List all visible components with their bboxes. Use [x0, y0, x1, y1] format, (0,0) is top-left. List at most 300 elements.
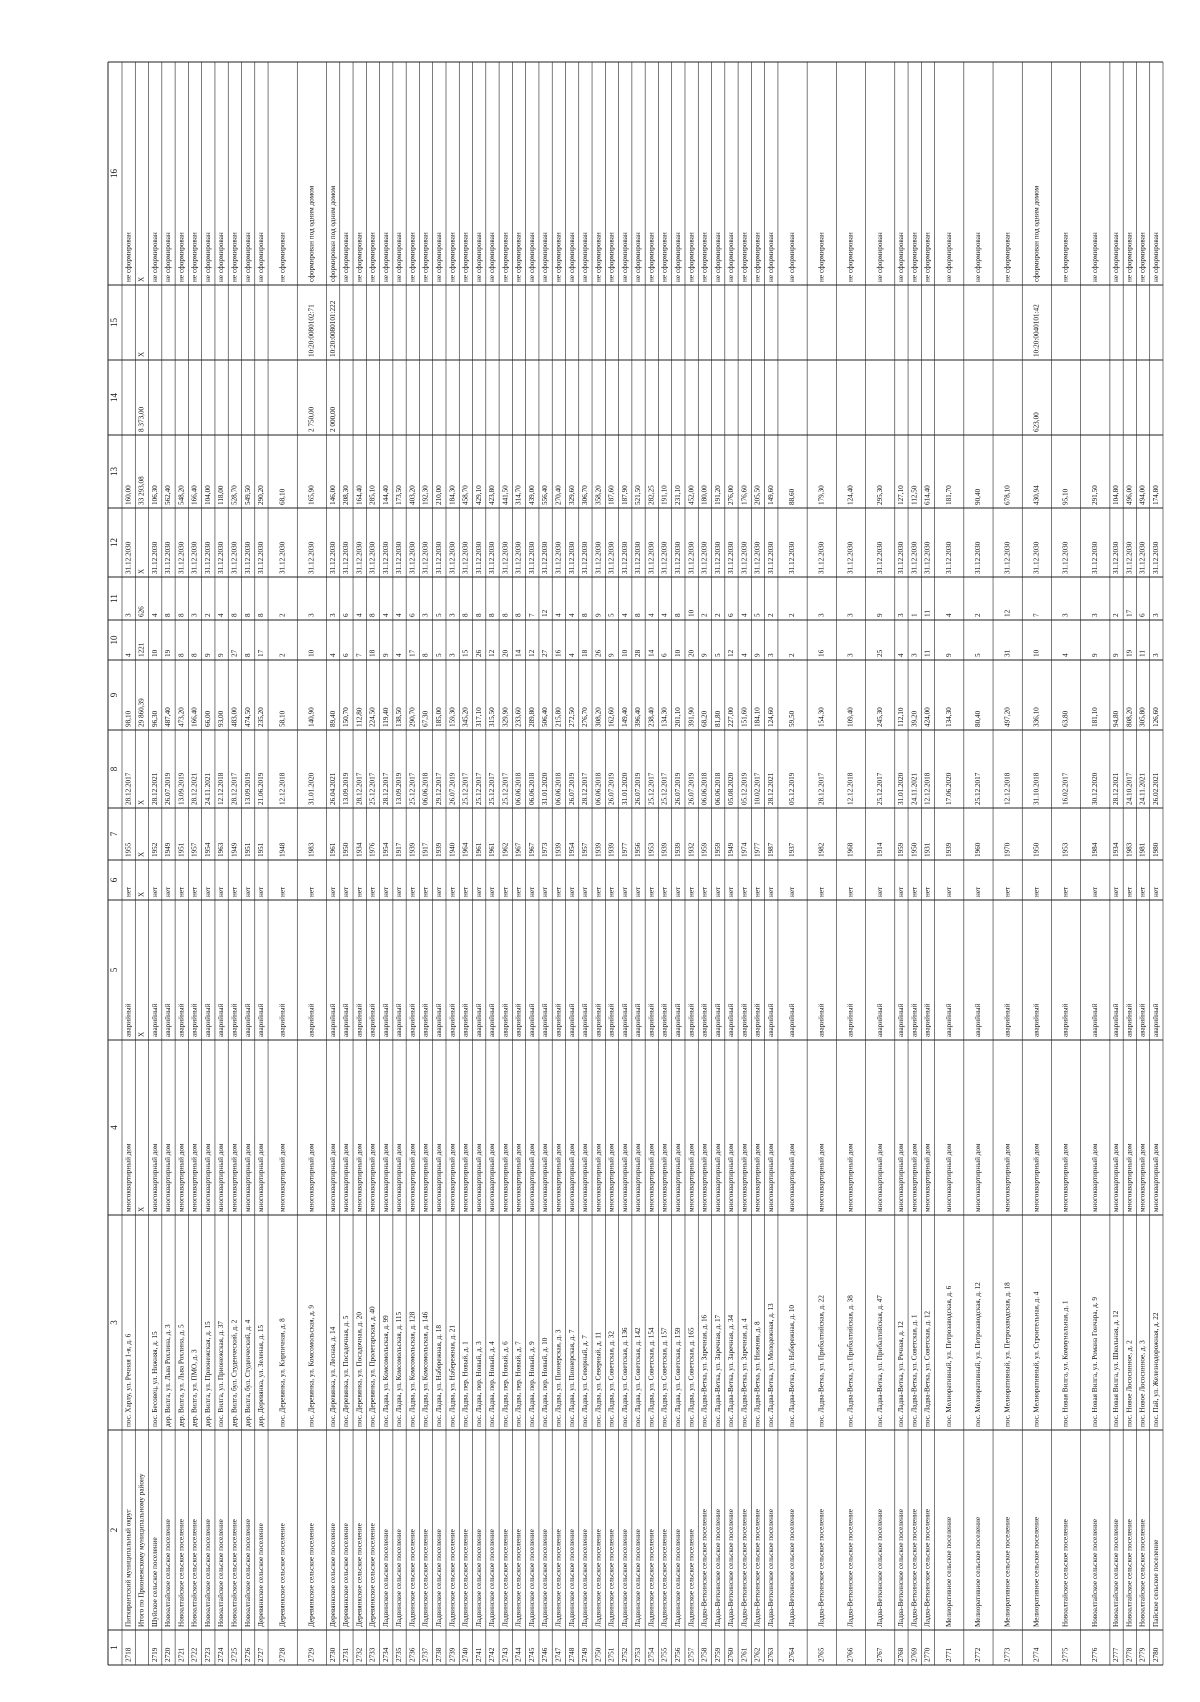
table-cell-c13: 358,20	[594, 485, 603, 505]
table-cell-c5: аварийный	[190, 1003, 199, 1037]
table-cell-c8: 17.06.2020	[944, 772, 953, 805]
table-cell-c7: 1957	[581, 842, 590, 857]
table-cell-c8: 26.07.2019	[674, 772, 683, 805]
table-cell-c2: Ладвинское сельское поселение	[381, 1529, 390, 1627]
table-cell-c10: 10	[674, 649, 683, 657]
table-cell-c11: 8	[474, 613, 483, 617]
table-cell-c5: аварийный	[727, 1003, 736, 1037]
table-cell-c9: 98,10	[124, 710, 133, 727]
table-cell-c13: 329,60	[567, 485, 576, 505]
table-cell-c3: пос. Ладва, ул. Северный, д. 11	[594, 1331, 603, 1427]
table-cell-c4: многоквартирный дом	[766, 1143, 775, 1212]
table-cell-c8: 28.12.2017	[381, 772, 390, 805]
table-cell-c10: 8	[190, 653, 199, 657]
table-cell-c1: 2761	[740, 1647, 749, 1662]
table-cell-c8: 28.12.2021	[190, 772, 199, 805]
table-cell-c6: нет	[700, 886, 709, 897]
table-cell-c7: 1953	[647, 842, 656, 857]
table-cell-c12: 31.12.2030	[527, 541, 536, 574]
table-cell-c6: нет	[474, 886, 483, 897]
table-cell-c16: не сформирован	[435, 232, 444, 282]
table-cell-c12: 31.12.2030	[700, 541, 709, 574]
table-cell-c2: Ладвинское сельское поселение	[461, 1529, 470, 1627]
table-cell-c6: нет	[355, 886, 364, 897]
table-cell-c10: 8	[421, 653, 430, 657]
table-cell-c3: пос. Ладва, ул. Советская, д. 157	[660, 1327, 669, 1427]
table-cell-c5: аварийный	[1003, 1003, 1012, 1037]
table-cell-c13: 104,00	[203, 485, 212, 505]
table-cell-c13: 160,00	[124, 485, 133, 505]
table-cell-c7: 1959	[713, 842, 722, 857]
table-cell-c8: 28.12.2017	[355, 772, 364, 805]
table-cell-c11: 3	[124, 613, 133, 617]
table-cell-c3: пос. Ладва-Ветка, ул. Нижняя, д. 8	[753, 1321, 762, 1427]
table-cell-c2: Новоалтайское сельское поселение	[1138, 1519, 1147, 1627]
table-cell-c16: не сформирован	[395, 232, 404, 282]
table-cell-c9: 396,40	[634, 707, 643, 727]
table-cell-c4: многоквартирный дом	[687, 1143, 696, 1212]
table-cell-c12: 31.12.2030	[342, 541, 351, 574]
table-cell-c11: 3	[846, 613, 855, 617]
table-cell-c3: пос. Ладва, ул. Советская, д. 32	[607, 1331, 616, 1427]
table-cell-c2: Ладва-Веткинское сельское поселение	[753, 1509, 762, 1627]
table-cell-c6: нет	[1061, 886, 1070, 897]
table-cell-c3: пос. Деревянка, ул. Лесная, д. 14	[328, 1326, 337, 1427]
table-cell-c1: 2764	[788, 1647, 797, 1662]
table-cell-c10: 18	[581, 649, 590, 657]
table-cell-c8: 25.12.2017	[974, 772, 983, 805]
table-cell-c13: 430,94	[1032, 485, 1041, 505]
table-cell-c13: 180,00	[700, 485, 709, 505]
table-cell-c6: нет	[488, 886, 497, 897]
table-cell-c12: 31.12.2030	[408, 541, 417, 574]
table-cell-c11: 5	[753, 613, 762, 617]
table-cell-c16: не сформирован	[461, 232, 470, 282]
table-cell-c12: 31.12.2030	[607, 541, 616, 574]
table-cell-c16: не сформирован	[910, 232, 919, 282]
table-cell-c5: аварийный	[150, 1003, 159, 1037]
table-cell-c1: 2729	[307, 1647, 316, 1662]
table-cell-c13: 210,00	[435, 485, 444, 505]
table-cell-c13: 191,10	[660, 485, 669, 505]
table-cell-c11: 4	[567, 613, 576, 617]
table-cell-c2: Ладвинское сельское поселение	[421, 1529, 430, 1627]
table-cell-c11: 1	[910, 613, 919, 617]
table-cell-c4: многоквартирный дом	[421, 1143, 430, 1212]
table-cell-c1: 2748	[567, 1647, 576, 1662]
table-cell-c16: не сформирован	[875, 232, 884, 282]
table-cell-c11: 3	[421, 613, 430, 617]
table-cell-c11: 2	[278, 613, 287, 617]
table-cell-c9: 329,90	[501, 707, 510, 727]
table-cell-c2: Ладвинское сельское поселение	[607, 1529, 616, 1627]
table-cell-c8: 31.10.2018	[1032, 772, 1041, 805]
table-cell-c7: 1959	[897, 842, 906, 857]
table-cell-c5: аварийный	[700, 1003, 709, 1037]
table-cell-c12: 31.12.2030	[766, 541, 775, 574]
table-cell-c12: 31.12.2030	[177, 541, 186, 574]
table-cell-c12: 31.12.2030	[620, 541, 629, 574]
table-cell-c11: 3	[897, 613, 906, 617]
table-cell-c1: 2770	[923, 1647, 932, 1662]
table-cell-c10: 19	[1125, 649, 1134, 657]
table-cell-c13: 423,80	[488, 485, 497, 505]
table-cell-c13: 146,00	[328, 485, 337, 505]
table-cell-c8: 25.12.2017	[875, 772, 884, 805]
table-cell-c5: аварийный	[607, 1003, 616, 1037]
table-cell-c11: 2	[1112, 613, 1121, 617]
table-cell-c6: нет	[368, 886, 377, 897]
table-cell-c4: многоквартирный дом	[567, 1143, 576, 1212]
table-cell-c6: нет	[594, 886, 603, 897]
table-cell-c5: аварийный	[594, 1003, 603, 1037]
table-cell-c1: 2746	[541, 1647, 550, 1662]
table-cell-c4: многоквартирный дом	[923, 1143, 932, 1212]
table-cell-c12: 31.12.2030	[788, 541, 797, 574]
column-number: 4	[109, 1125, 120, 1130]
table-cell-c8: 31.01.2020	[897, 772, 906, 805]
table-cell-c11: 8	[243, 613, 252, 617]
table-cell-c8: 26.07.2019	[607, 772, 616, 805]
table-cell-c8: 06.06.2018	[554, 772, 563, 805]
table-cell-c1: 2738	[435, 1647, 444, 1662]
table-cell-c12: 31.12.2030	[727, 541, 736, 574]
table-cell-c7: 1950	[910, 842, 919, 857]
table-cell-c8: 25.12.2017	[408, 772, 417, 805]
table-cell-c1: 2756	[674, 1647, 683, 1662]
table-cell-c9: 808,20	[1125, 707, 1134, 727]
table-cell-c11: 3	[328, 613, 337, 617]
table-cell-c5: аварийный	[474, 1003, 483, 1037]
table-cell-c2: Ладвинское сельское поселение	[620, 1529, 629, 1627]
table-cell-c12: 31.12.2030	[355, 541, 364, 574]
table-cell-c4: многоквартирный дом	[620, 1143, 629, 1212]
table-cell-c7: 1932	[687, 842, 696, 857]
table-cell-c11: 3	[190, 613, 199, 617]
table-cell-c4: многоквартирный дом	[278, 1143, 287, 1212]
table-cell-c11: 8	[501, 613, 510, 617]
table-cell-c5: аварийный	[875, 1003, 884, 1037]
table-cell-c3: пос. Ладва, ул. Пионерская, д. 3	[554, 1329, 563, 1427]
table-cell-c8: 24.11.2021	[1138, 772, 1147, 805]
table-cell-c13: 187,60	[607, 485, 616, 505]
table-cell-c12: 31.12.2030	[190, 541, 199, 574]
table-cell-c12: 31.12.2030	[150, 541, 159, 574]
table-cell-c3: пос. Новая Вилга, ул. Школьная, д. 12	[1112, 1310, 1121, 1427]
table-cell-c12: 31.12.2030	[421, 541, 430, 574]
table-cell-c1: 2737	[421, 1647, 430, 1662]
table-cell-c7: 1939	[594, 842, 603, 857]
table-cell-c10: 3	[846, 653, 855, 657]
table-cell-c2: Ладвинское сельское поселение	[514, 1529, 523, 1627]
table-cell-c8: 12.12.2018	[278, 772, 287, 805]
table-cell-c1: 2718	[124, 1647, 133, 1662]
table-cell-c13: 562,40	[164, 485, 173, 505]
table-cell-c10: 28	[634, 649, 643, 657]
table-cell-c14: 623,00	[1032, 412, 1041, 432]
table-cell-c1: 2739	[448, 1647, 457, 1662]
table-cell-c9: 184,10	[753, 707, 762, 727]
table-cell-c7: 1970	[1003, 842, 1012, 857]
table-cell-c10: 9	[1090, 653, 1099, 657]
table-cell-c10: 18	[368, 649, 377, 657]
table-cell-c4: многоквартирный дом	[488, 1143, 497, 1212]
table-cell-c10: 1221	[137, 642, 146, 657]
table-cell-c6: нет	[923, 886, 932, 897]
table-cell-c9: 162,60	[607, 707, 616, 727]
table-cell-c2: Ладва-Веткинское сельское поселение	[846, 1509, 855, 1627]
table-cell-c2: Новоалтайское сельское поселение	[230, 1519, 239, 1627]
table-cell-c6: нет	[974, 886, 983, 897]
table-cell-c15: 10:20:0080101:222	[328, 300, 337, 357]
table-cell-c9: 166,40	[190, 707, 199, 727]
table-cell-c3: дер. Вилга, бул. Студенческий, д. 2	[230, 1319, 239, 1427]
table-cell-c5: аварийный	[164, 1003, 173, 1037]
table-cell-c8: 28.12.2017	[817, 772, 826, 805]
table-cell-c2: Ладвинское сельское поселение	[647, 1529, 656, 1627]
table-cell-c1: 2755	[660, 1647, 669, 1662]
table-cell-c3: пос. Ладва, ул. Комсомольская, д. 99	[381, 1315, 390, 1427]
table-cell-c5: аварийный	[488, 1003, 497, 1037]
table-cell-c16: не сформирован	[1138, 232, 1147, 282]
table-cell-c10: 5	[435, 653, 444, 657]
table-cell-c15: 10:20:0080102:71	[307, 304, 316, 357]
table-cell-c2: Ладвинское сельское поселение	[448, 1529, 457, 1627]
table-cell-c5: X	[137, 1031, 146, 1037]
table-cell-c9: 227,00	[727, 707, 736, 727]
table-cell-c10: 7	[355, 653, 364, 657]
table-cell-c12: 31.12.2030	[1112, 541, 1121, 574]
table-cell-c16: не сформирован	[278, 232, 287, 282]
table-cell-c7: 1983	[307, 842, 316, 857]
table-cell-c7: 1963	[217, 842, 226, 857]
table-cell-c6: нет	[753, 886, 762, 897]
table-cell-c8: 26.07.2019	[687, 772, 696, 805]
table-cell-c8: 26.07.2019	[634, 772, 643, 805]
table-cell-c4: многоквартирный дом	[435, 1143, 444, 1212]
table-cell-c7: 1939	[607, 842, 616, 857]
table-cell-c8: 25.12.2017	[461, 772, 470, 805]
table-cell-c5: аварийный	[342, 1003, 351, 1037]
table-cell-c1: 2752	[620, 1647, 629, 1662]
table-cell-c1: 2735	[395, 1647, 404, 1662]
table-cell-c4: многоквартирный дом	[753, 1143, 762, 1212]
table-cell-c4: многоквартирный дом	[164, 1143, 173, 1212]
table-cell-c8: 06.06.2018	[700, 772, 709, 805]
column-number: 15	[109, 318, 120, 327]
table-cell-c11: 4	[620, 613, 629, 617]
table-cell-c4: многоквартирный дом	[817, 1143, 826, 1212]
table-cell-c10: 3	[1152, 653, 1161, 657]
table-cell-c9: 29 860,39	[137, 698, 146, 727]
table-cell-c6: нет	[647, 886, 656, 897]
table-cell-c2: Ладвинское сельское поселение	[488, 1529, 497, 1627]
table-cell-c8: 10.02.2017	[753, 772, 762, 805]
table-cell-c2: Ладва-Веткинское сельское поселение	[817, 1509, 826, 1627]
table-cell-c16: не сформирован	[713, 232, 722, 282]
table-cell-c9: 151,60	[740, 707, 749, 727]
table-cell-c2: Деревянкское сельское поселение	[257, 1523, 266, 1627]
table-cell-c12: 31.12.2030	[278, 541, 287, 574]
table-cell-c8: 26.07.2019	[448, 772, 457, 805]
table-cell-c5: аварийный	[328, 1003, 337, 1037]
table-cell-c10: 11	[1138, 650, 1147, 657]
table-cell-c10: 10	[1032, 649, 1041, 657]
table-cell-c13: 187,90	[620, 485, 629, 505]
table-cell-c16: не сформирован	[554, 232, 563, 282]
table-cell-c2: Ладва-Веткинское сельское поселение	[897, 1509, 906, 1627]
table-cell-c3: пос. Ладва, пер. Новый, д. 7	[514, 1341, 523, 1427]
column-number: 13	[109, 467, 120, 476]
table-cell-c7: 1956	[634, 842, 643, 857]
table-cell-c1: 2728	[278, 1647, 287, 1662]
table-cell-c4: многоквартирный дом	[1003, 1143, 1012, 1212]
table-cell-c6: нет	[1090, 886, 1099, 897]
table-cell-c4: многоквартирный дом	[727, 1143, 736, 1212]
table-cell-c10: 12	[488, 649, 497, 657]
table-cell-c5: аварийный	[355, 1003, 364, 1037]
table-cell-c5: аварийный	[740, 1003, 749, 1037]
table-cell-c6: нет	[408, 886, 417, 897]
table-cell-c13: 314,70	[514, 485, 523, 505]
table-cell-c12: 31.12.2030	[554, 541, 563, 574]
table-cell-c6: нет	[788, 886, 797, 897]
table-cell-c13: 192,30	[421, 485, 430, 505]
table-cell-c3: пос. Ладва-Ветка, ул. Молодежная, д. 13	[766, 1303, 775, 1427]
table-cell-c1: 2734	[381, 1647, 390, 1662]
table-cell-c6: нет	[674, 886, 683, 897]
table-cell-c5: аварийный	[817, 1003, 826, 1037]
column-number: 5	[109, 967, 120, 973]
table-cell-c10: 27	[541, 649, 550, 657]
table-cell-c13: 191,20	[713, 485, 722, 505]
table-cell-c16: не сформирован	[727, 232, 736, 282]
table-cell-c11: 4	[647, 613, 656, 617]
table-cell-c8: 26.07.2019	[567, 772, 576, 805]
table-cell-c3: пос. Ладва-Ветка, ул. Прибалтийская, д. 22	[817, 1295, 826, 1427]
table-cell-c2: Ладвинское сельское поселение	[408, 1529, 417, 1627]
table-cell-c16: не сформирован	[342, 232, 351, 282]
table-cell-c6: нет	[554, 886, 563, 897]
table-cell-c9: 185,00	[435, 707, 444, 727]
table-cell-c13: 295,30	[875, 485, 884, 505]
table-cell-c12: 31.12.2030	[634, 541, 643, 574]
table-cell-c13: 403,20	[408, 485, 417, 505]
table-cell-c8: 25.12.2017	[488, 772, 497, 805]
table-cell-c3: пос. Мелиоративный, ул. Петрозаводская, д. 18	[1003, 1282, 1012, 1427]
table-cell-c4: многоквартирный дом	[674, 1143, 683, 1212]
table-cell-c10: 27	[230, 649, 239, 657]
table-cell-c16: не сформирован	[1090, 232, 1099, 282]
table-cell-c8: 29.12.2017	[435, 772, 444, 805]
table-cell-c10: 26	[474, 649, 483, 657]
table-cell-c3: дер. Вилга, бул. Студенческий, д. 4	[243, 1319, 252, 1427]
table-cell-c7: 1987	[766, 842, 775, 857]
table-cell-c9: 149,40	[620, 707, 629, 727]
table-cell-c11: 12	[1003, 609, 1012, 617]
table-cell-c13: 282,25	[647, 485, 656, 505]
table-cell-c7: 1964	[461, 842, 470, 857]
table-cell-c5: аварийный	[1061, 1003, 1070, 1037]
table-cell-c2: Ладвинское сельское поселение	[435, 1529, 444, 1627]
table-cell-c10: 9	[217, 653, 226, 657]
table-cell-c16: не сформирован	[243, 232, 252, 282]
table-cell-c1: 2779	[1138, 1647, 1147, 1662]
table-cell-c7: 1951	[177, 842, 186, 857]
table-cell-c3: пос. Деревянка, ул. Пролетарская, д. 40	[368, 1306, 377, 1427]
table-cell-c6: нет	[307, 886, 316, 897]
table-cell-c9: 305,80	[1138, 707, 1147, 727]
table-cell-c11: 12	[541, 609, 550, 617]
table-cell-c5: аварийный	[647, 1003, 656, 1037]
table-cell-c10: 10	[307, 649, 316, 657]
table-cell-c4: многоквартирный дом	[501, 1143, 510, 1212]
table-cell-c1: 2776	[1090, 1647, 1099, 1662]
table-cell-c1: 2720	[164, 1647, 173, 1662]
table-cell-c8: 13.09.2019	[177, 772, 186, 805]
table-cell-c5: аварийный	[448, 1003, 457, 1037]
table-cell-c13: 458,70	[461, 485, 470, 505]
table-cell-c3: пос. Ладва, ул. Северный, д. 7	[581, 1335, 590, 1427]
table-cell-c4: многоквартирный дом	[1125, 1143, 1134, 1212]
table-cell-c1: 2767	[875, 1647, 884, 1662]
table-cell-c9: 134,30	[944, 707, 953, 727]
table-cell-c5: аварийный	[1032, 1003, 1041, 1037]
table-cell-c4: многоквартирный дом	[740, 1143, 749, 1212]
table-cell-c5: аварийный	[381, 1003, 390, 1037]
table-cell-c10: 10	[620, 649, 629, 657]
table-cell-c6: нет	[1125, 886, 1134, 897]
table-cell-c5: аварийный	[368, 1003, 377, 1037]
table-cell-c4: многоквартирный дом	[1061, 1143, 1070, 1212]
table-cell-c13: 549,50	[243, 485, 252, 505]
table-cell-c4: многоквартирный дом	[634, 1143, 643, 1212]
table-cell-c16: не сформирован	[1061, 232, 1070, 282]
table-cell-c12: 31.12.2030	[974, 541, 983, 574]
table-cell-c2: Ладва-Веткинское сельское поселение	[875, 1509, 884, 1627]
table-cell-c7: 1982	[817, 842, 826, 857]
table-cell-c11: 2	[788, 613, 797, 617]
table-cell-c10: 9	[203, 653, 212, 657]
table-cell-c4: многоквартирный дом	[368, 1143, 377, 1212]
table-cell-c8: 06.06.2018	[421, 772, 430, 805]
table-cell-c10: 17	[408, 649, 417, 657]
table-cell-c3: пос. Мелиоративный, ул. Петрозаводская, д. 6	[944, 1285, 953, 1427]
table-cell-c9: 58,10	[278, 710, 287, 727]
table-cell-c10: 31	[1003, 649, 1012, 657]
table-cell-c3: пос. Мелиоративный, ул. Петрозаводская, д. 12	[974, 1282, 983, 1427]
table-cell-c16: не сформирован	[514, 232, 523, 282]
table-cell-c2: Мелиоративное сельское поселение	[974, 1516, 983, 1627]
table-cell-c4: многоквартирный дом	[594, 1143, 603, 1212]
table-cell-c1: 2758	[700, 1647, 709, 1662]
table-cell-c6: нет	[817, 886, 826, 897]
table-cell-c8: 28.12.2021	[150, 772, 159, 805]
table-cell-c12: 31.12.2030	[875, 541, 884, 574]
table-cell-c5: аварийный	[713, 1003, 722, 1037]
table-cell-c11: 8	[164, 613, 173, 617]
table-cell-c10: 3	[910, 653, 919, 657]
table-cell-c7: 1977	[753, 842, 762, 857]
table-cell-c4: многоквартирный дом	[700, 1143, 709, 1212]
table-cell-c12: 31.12.2030	[581, 541, 590, 574]
table-cell-c8: 26.07.2019	[164, 772, 173, 805]
table-cell-c16: не сформирован	[817, 232, 826, 282]
table-cell-c12: 31.12.2030	[674, 541, 683, 574]
table-cell-c13: 173,50	[395, 485, 404, 505]
table-cell-c13: 68,10	[278, 488, 287, 505]
table-cell-c2: Мелиоративное сельское поселение	[1003, 1516, 1012, 1627]
